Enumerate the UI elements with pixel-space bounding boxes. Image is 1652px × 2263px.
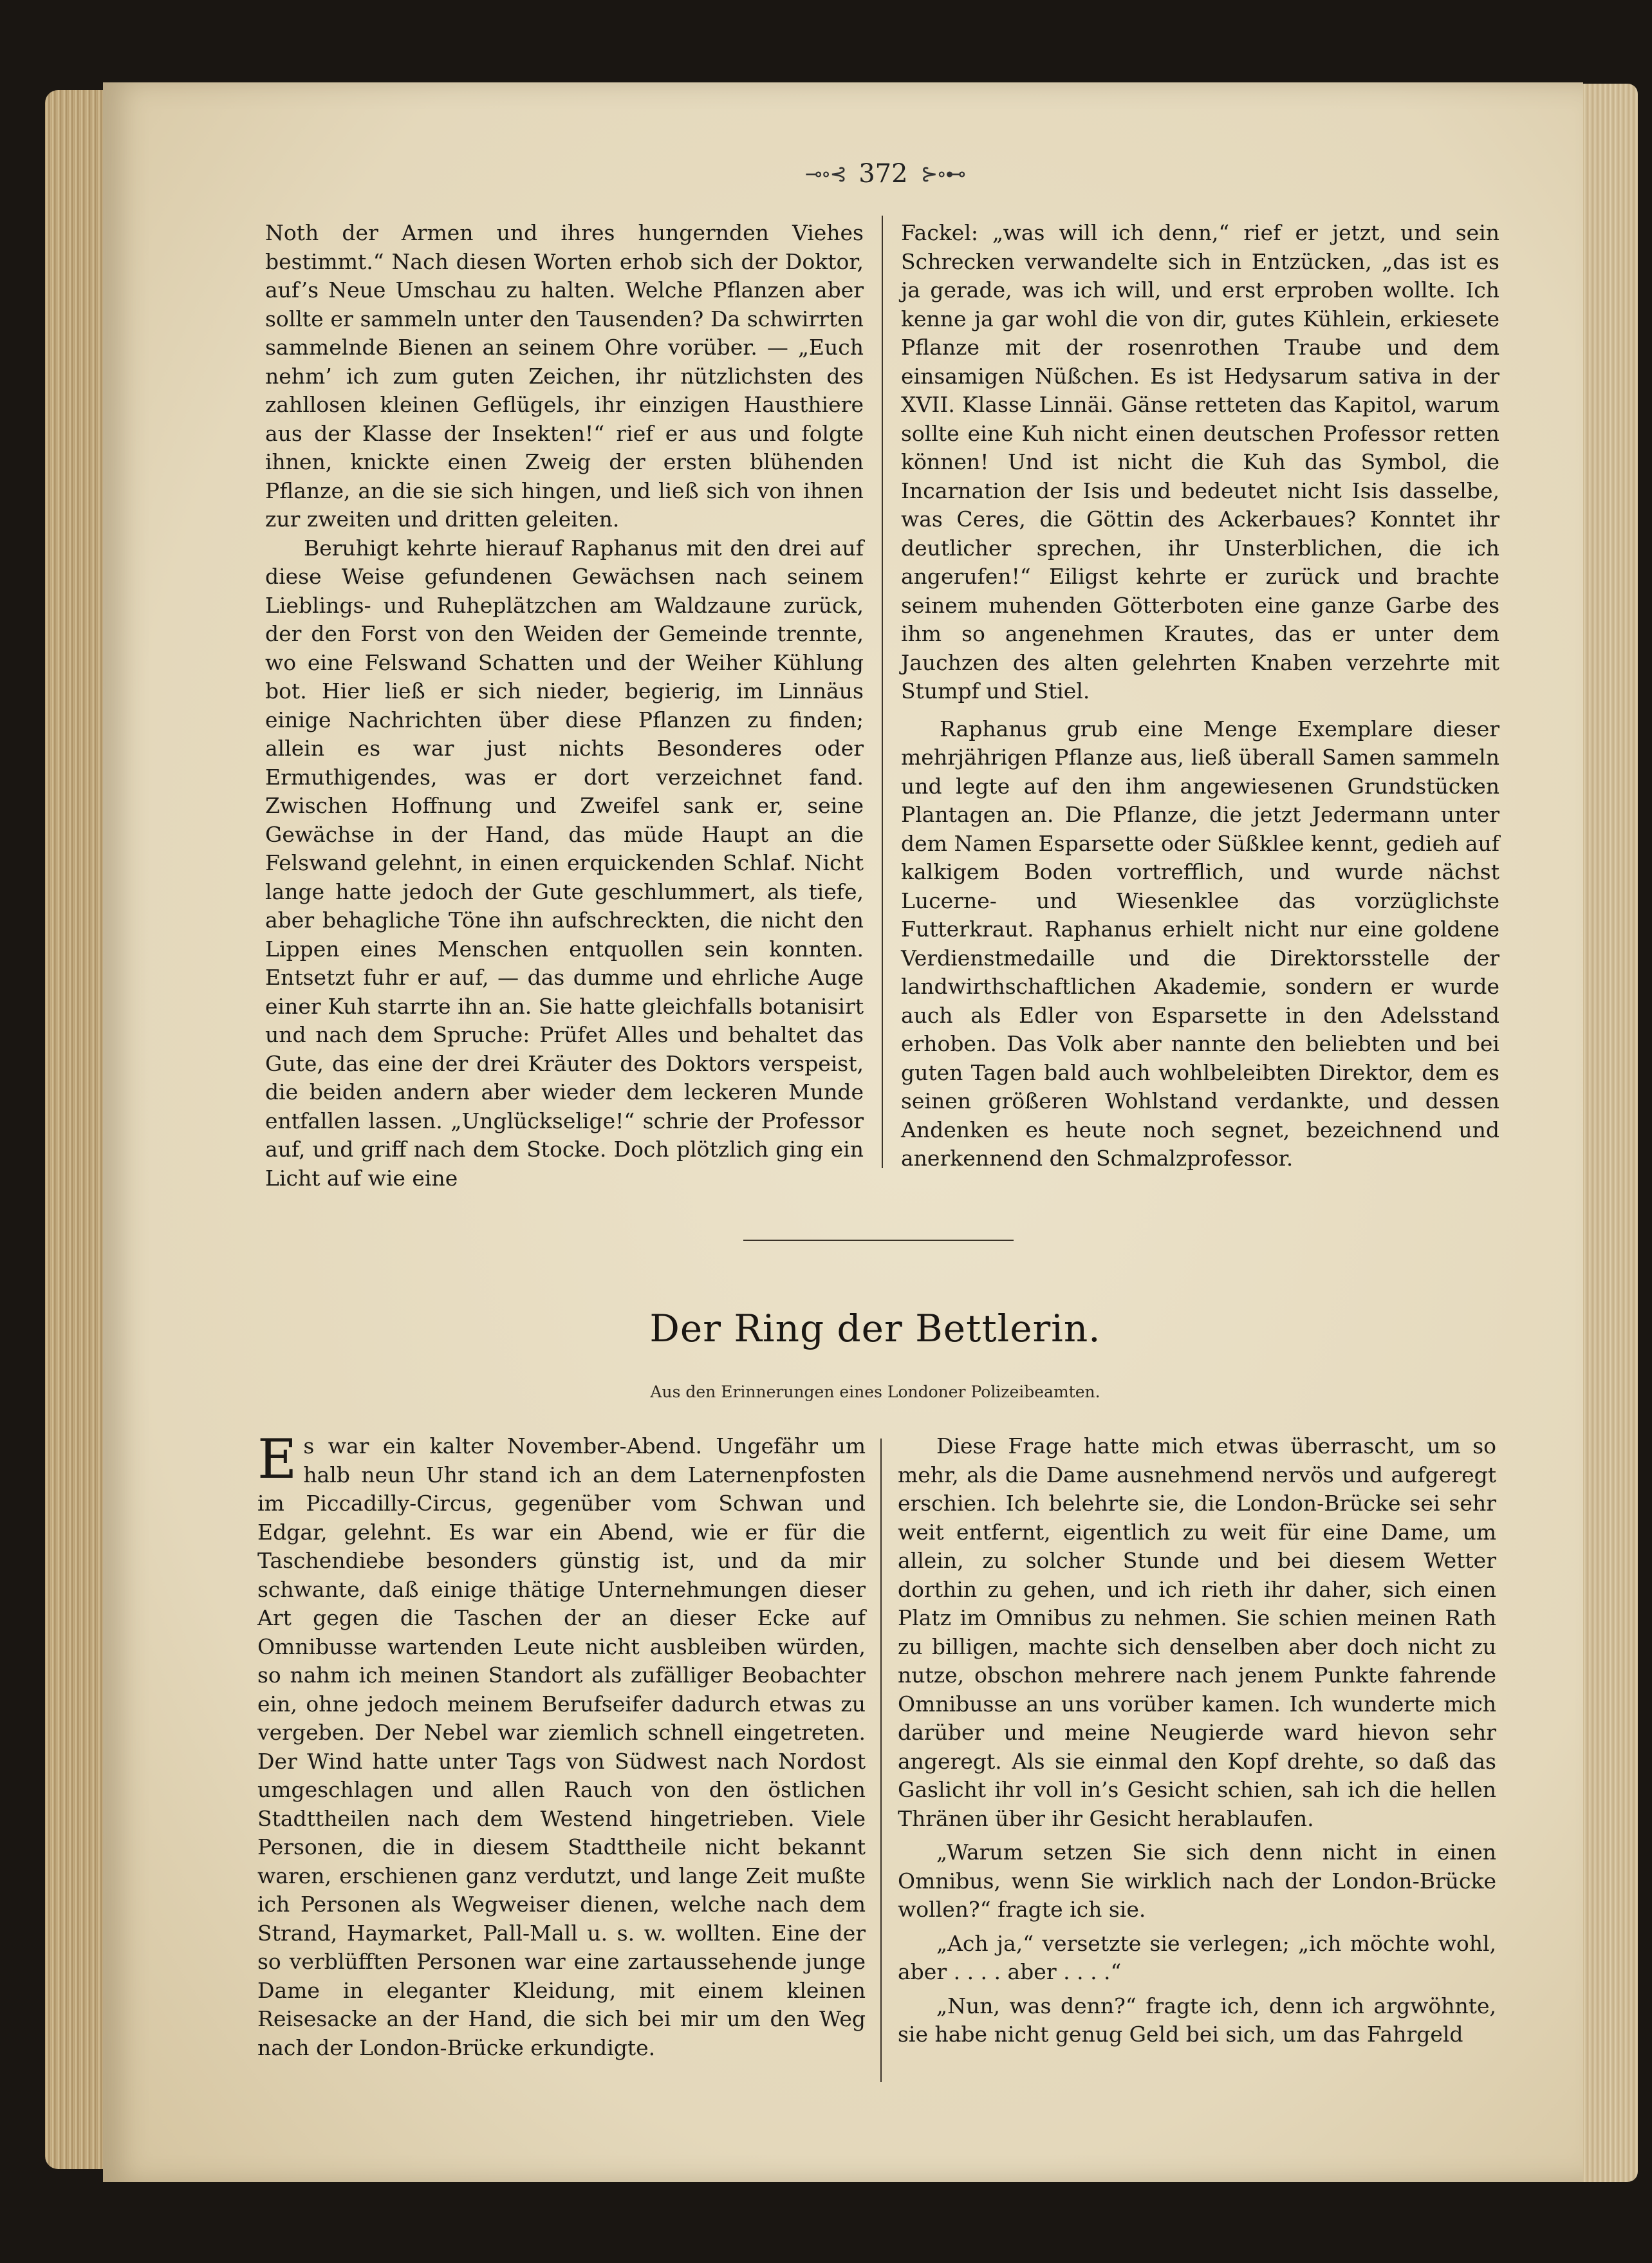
drop-cap: E (257, 1428, 297, 1491)
paragraph: Diese Frage hatte mich etwas überrascht, um so mehr, als die Dame ausnehmend nervös und aufgeregt erschien. Ich belehrte sie, die London-Brücke sei sehr weit entfernt, eigentlich zu weit für eine Dame, um allein, zu solcher Stunde und bei diesem Wetter dorthin zu gehen, und ich rieth ihr daher, sich einen Platz im Omnibus zu nehmen. Sie schien meinen Rath zu billigen, machte sich denselben aber doch nicht zu nutze, obschon mehrere nach jenem Punkte fahrende Omnibusse an uns vorüber kamen. Ich wunderte mich darüber und meine Neugierde ward hievon sehr angeregt. Als sie einmal den Kopf drehte, so daß das Gaslicht ihr voll in’s Gesicht schien, sah ich die hellen Thränen über ihr Gesicht herablaufen. (898, 1433, 1496, 1831)
right-ornament-icon: ⊱∘⊷ (920, 162, 965, 186)
paragraph: Fackel: „was will ich denn,“ rief er jetzt, und sein Schrecken verwandelte sich in Entzücken, „das ist es ja gerade, was ich will, und erst erproben wollte. Ich kenne ja gar wohl die von dir, gutes Kühlein, erkiesete Pflanze mit der rosenrothen Traube und dem einsamigen Nüßchen. Es ist Hedysarum sativa in der XVII. Klasse Linnäi. Gänse retteten das Kapitol, warum sollte eine Kuh nicht einen deutschen Professor retten können! Und ist nicht die Kuh das Symbol, die Incarnation der Isis und bedeutet nicht Isis dasselbe, was Ceres, die Göttin des Ackerbaues? Konntet ihr deutlicher sprechen, ihr Unsterblichen, die ich angerufen!“ Eiligst kehrte er zurück und brachte seinem muhenden Götterboten eine ganze Garbe des ihm so angenehmen Krautes, das er unter dem Jauchzen des alten gelehrten Knaben verzehrte mit Stumpf und Stiel. (901, 220, 1499, 703)
bottom-left-column (257, 1428, 866, 2082)
column-divider (882, 216, 883, 1168)
column-divider (880, 1439, 882, 2082)
book-page-edges-right (1580, 84, 1638, 2182)
story-title: Der Ring der Bettlerin. (649, 1307, 1101, 1350)
paragraph: „Nun, was denn?“ fragte ich, denn ich argwöhnte, sie habe nicht genug Geld bei sich, um das Fahrgeld (898, 1993, 1496, 2047)
paragraph: Noth der Armen und ihres hungernden Viehes bestimmt.“ Nach diesen Worten erhob sich der Doktor, auf’s Neue Umschau zu halten. Welche Pflanzen aber sollte er sammeln unter den Tausenden? Da schwirrten sammelnde Bienen an seinem Ohre vorüber. — „Euch nehm’ ich zum guten Zeichen, ihr nützlichsten des zahllosen kleinen Geflügels, ihr einzigen Hausthiere aus der Klasse der Insekten!“ rief er aus und folgte ihnen, knickte einen Zweig der ersten blühenden Pflanze, an die sie sich hingen, und ließ sich von ihnen zur zweiten und dritten geleiten. (265, 220, 864, 532)
top-right-column (901, 219, 1499, 1171)
paragraph: Beruhigt kehrte hierauf Raphanus mit den drei auf diese Weise gefundenen Gewächsen nach seinem Lieblings- und Ruheplätzchen am Waldzaune zurück, der den Forst von den Weiden der Gemeinde trennte, wo eine Felswand Schatten und der Weiher Kühlung bot. Hier ließ er sich nieder, begierig, im Linnäus einige Nachrichten über diese Pflanzen zu finden; allein es war just nichts Besonderes oder Ermuthigendes, was er dort verzeichnet fand. Zwischen Hoffnung und Zweifel sank er, seine Gewächse in der Hand, das müde Haupt an die Felswand gelehnt, in einen erquickenden Schlaf. Nicht lange hatte jedoch der Gute geschlummert, als tiefe, aber behagliche Töne ihn aufschreckten, die nicht den Lippen eines Menschen entquollen sein konnten. Entsetzt fuhr er auf, — das dumme und ehrliche Auge einer Kuh starrte ihn an. Sie hatte gleichfalls botanisirt und nach dem Spruche: Prüfet Alles und behaltet das Gute, das eine der drei Kräuter des Doktors verspeist, die beiden andern aber wieder dem leckeren Munde entfallen lassen. „Unglückselige!“ schrie der Professor auf, und griff nach dem Stocke. Doch plötzlich ging ein Licht auf wie eine (265, 535, 864, 1191)
section-divider (743, 1240, 1014, 1241)
paragraph: Raphanus grub eine Menge Exemplare dieser mehrjährigen Pflanze aus, ließ überall Samen sammeln und legte auf den ihm angewiesenen Grundstücken Plantagen an. Die Pflanze, die jetzt Jedermann unter dem Namen Esparsette oder Süßklee kennt, gedieh auf kalkigem Boden vortrefflich, und wurde nächst Lucerne- und Wiesenklee das vorzüglichste Futterkraut. Raphanus erhielt nicht nur eine goldene Verdienstmedaille und die Direktorsstelle der landwirthschaftlichen Akademie, sondern er wurde auch als Edler von Esparsette in den Adelsstand erhoben. Das Volk aber nannte den beliebten und bei guten Tagen bald auch wohlbeleibten Direktor, dem es seinen größeren Wohlstand verdankte, und dessen Andenken es heute noch segnet, bezeichnend und anerkennend den Schmalzprofessor. (901, 716, 1499, 1171)
story-subtitle: Aus den Erinnerungen eines Londoner Polizeibeamten. (650, 1383, 1100, 1401)
left-ornament-icon: ⊸∘⊰ (804, 162, 846, 186)
top-left-column (265, 219, 864, 1191)
paragraph: „Warum setzen Sie sich denn nicht in einen Omnibus, wenn Sie wirklich nach der London-Brücke wollen?“ fragte ich sie. (898, 1839, 1496, 1922)
page-number: 372 (858, 159, 908, 189)
bottom-right-column (898, 1432, 1496, 2095)
page-header (779, 154, 991, 193)
paragraph: s war ein kalter November-Abend. Ungefähr um halb neun Uhr stand ich an dem Laternenpfosten im Piccadilly-Circus, gegenüber vom Schwan und Edgar, gelehnt. Es war ein Abend, wie er für die Taschendiebe besonders günstig ist, und da mir schwante, daß einige thätige Unternehmungen dieser Art gegen die Taschen der an dieser Ecke auf Omnibusse wartenden Leute nicht ausbleiben würden, so nahm ich meinen Standort als zufälliger Beobachter ein, ohne jedoch meinem Berufseifer dadurch etwas zu vergeben. Der Nebel war ziemlich schnell eingetreten. Der Wind hatte unter Tags von Südwest nach Nordost umgeschlagen und allen Rauch von den östlichen Stadttheilen nach dem Westend hingetrieben. Viele Personen, die in diesem Stadttheile nicht bekannt waren, erschienen ganz verdutzt, und lange Zeit mußte ich Personen als Wegweiser dienen, welche nach dem Strand, Haymarket, Pall-Mall u. s. w. wollten. Eine der so verblüfften Personen war eine zartaussehende junge Dame in eleganter Kleidung, mit einem kleinen Reisesacke an der Hand, die sich bei mir um den Weg nach der London-Brücke erkundigte. (257, 1433, 866, 2060)
paragraph: „Ach ja,“ versetzte sie verlegen; „ich möchte wohl, aber . . . . aber . . . .“ (898, 1930, 1496, 1984)
